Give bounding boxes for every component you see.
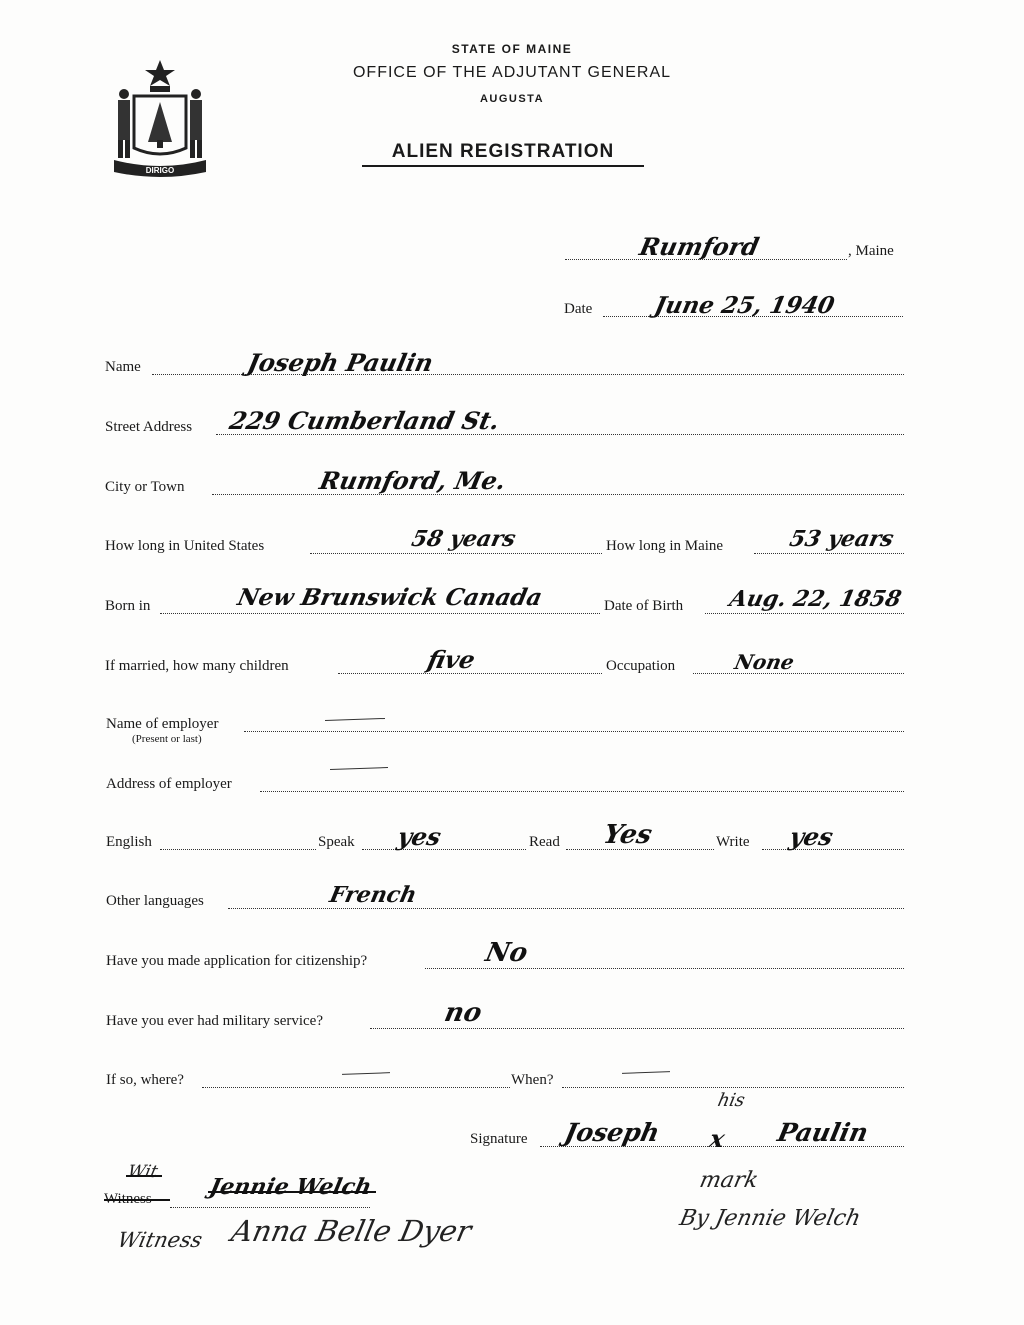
witness-label: Witness — [104, 1191, 152, 1207]
signature-by: By Jennie Welch — [677, 1206, 863, 1231]
military-value: no — [441, 998, 485, 1028]
military-label: Have you ever had military service? — [106, 1013, 323, 1029]
witness-label-strike — [104, 1199, 170, 1201]
signature-first: Joseph — [561, 1118, 663, 1147]
name-label: Name — [105, 359, 141, 375]
maine-years-value: 53 years — [787, 526, 897, 552]
name-value: Joseph Paulin — [244, 348, 436, 377]
employer-name-dash — [325, 718, 385, 721]
employer-name-label: Name of employer — [106, 716, 219, 732]
read-value: Yes — [600, 820, 655, 850]
city-value: Rumford, Me. — [316, 466, 509, 495]
us-years-label: How long in United States — [105, 538, 265, 554]
citizenship-line — [425, 968, 904, 969]
occupation-line — [693, 673, 904, 674]
employer-name-line — [244, 731, 904, 732]
signature-mark-x: x — [706, 1124, 728, 1153]
dob-value: Aug. 22, 1858 — [727, 586, 904, 612]
children-label: If married, how many children — [105, 658, 289, 674]
street-label: Street Address — [105, 419, 193, 435]
write-label: Write — [716, 834, 750, 850]
when-label: When? — [511, 1072, 554, 1088]
witness-hand-name: Anna Belle Dyer — [228, 1214, 475, 1248]
seal-motto: DIRIGO — [145, 166, 175, 175]
speak-line — [362, 849, 526, 850]
where-label: If so, where? — [106, 1072, 184, 1088]
witness-name-strike — [208, 1191, 376, 1193]
where-dash — [342, 1072, 390, 1075]
born-value: New Brunswick Canada — [235, 584, 545, 611]
employer-name-sublabel: (Present or last) — [132, 733, 202, 745]
speak-value: yes — [394, 822, 444, 851]
english-line — [160, 849, 316, 850]
us-years-line — [310, 553, 602, 554]
when-dash — [622, 1071, 670, 1074]
military-line — [370, 1028, 904, 1029]
write-value: yes — [786, 822, 836, 851]
other-languages-label: Other languages — [106, 893, 204, 909]
signature-his: his — [715, 1090, 747, 1111]
citizenship-value: No — [482, 938, 531, 968]
place-value: Rumford — [636, 232, 762, 261]
date-label: Date — [564, 301, 593, 317]
city-label: City or Town — [105, 479, 185, 495]
citizenship-label: Have you made application for citizenship? — [106, 953, 368, 969]
witness-struck-name: Jennie Welch — [207, 1174, 374, 1200]
header-office: OFFICE OF THE ADJUTANT GENERAL — [352, 64, 672, 81]
english-label: English — [106, 834, 152, 850]
other-languages-line — [228, 908, 904, 909]
employer-address-label: Address of employer — [106, 776, 232, 792]
header-city: AUGUSTA — [479, 93, 545, 105]
witness-initial-strike — [126, 1175, 162, 1177]
header-state: STATE OF MAINE — [451, 42, 573, 56]
speak-label: Speak — [318, 834, 355, 850]
occupation-value: None — [732, 650, 797, 674]
us-years-value: 58 years — [409, 526, 519, 552]
employer-address-dash — [330, 767, 388, 770]
witness-line — [170, 1207, 370, 1208]
witness-struck-initial: Wit — [125, 1162, 160, 1182]
maine-years-label: How long in Maine — [606, 538, 724, 554]
read-label: Read — [529, 834, 560, 850]
dob-line — [705, 613, 904, 614]
born-line — [160, 613, 600, 614]
when-line — [562, 1087, 904, 1088]
employer-address-line — [260, 791, 904, 792]
street-value: 229 Cumberland St. — [226, 406, 503, 435]
born-label: Born in — [105, 598, 151, 614]
page-title: ALIEN REGISTRATION — [362, 141, 644, 167]
maine-years-line — [754, 553, 904, 554]
place-suffix: , Maine — [848, 243, 894, 259]
signature-mark: mark — [697, 1168, 761, 1193]
dob-label: Date of Birth — [604, 598, 684, 614]
signature-label: Signature — [470, 1131, 528, 1147]
witness-hand-label: Witness — [115, 1228, 205, 1252]
date-value: June 25, 1940 — [652, 292, 837, 319]
where-line — [202, 1087, 510, 1088]
children-value: five — [424, 645, 478, 674]
write-line — [762, 849, 904, 850]
other-languages-value: French — [327, 882, 419, 908]
occupation-label: Occupation — [606, 658, 676, 674]
signature-last: Paulin — [774, 1118, 871, 1147]
